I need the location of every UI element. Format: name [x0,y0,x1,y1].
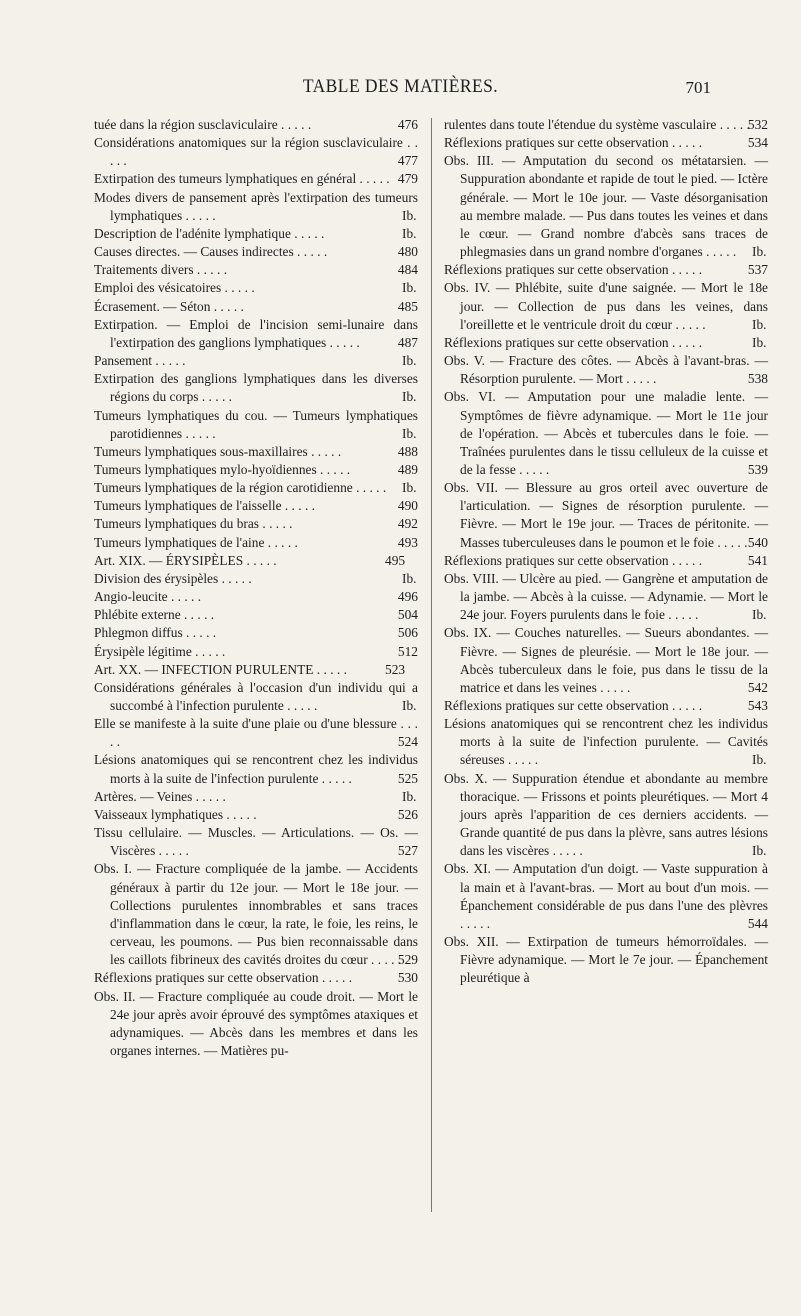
toc-page-ref: 539 [747,461,768,477]
toc-entry [94,988,418,1061]
toc-page-ref: 504 [397,607,418,623]
toc-page-ref: 542 [747,679,768,695]
leader-dots: . . . . . [702,244,737,260]
toc-page-ref: 479 [397,171,418,187]
toc-entry: Art. XX. — INFECTION PURULENTE . . . . . 523 [94,661,406,677]
toc-entry-text: Lésions anatomiques qui se rencontrent chez les individus morts à la suite de l'infection purulente. — Cavités séreuses [444,716,768,768]
leader-dots: . . . . . [549,843,583,859]
leader-dots: . . . . . [596,679,631,695]
leader-dots: . . . . . [182,207,216,223]
leader-dots: . . . . . [167,589,202,605]
toc-page-ref: 540 [747,534,768,550]
toc-entry [444,860,768,933]
toc-entry-text: Réflexions pratiques sur cette observation [444,262,669,278]
toc-entry [444,933,768,987]
toc-entry [444,624,768,697]
column-divider [431,118,432,1212]
leader-dots: . . . . . [192,788,226,804]
toc-entry: Tumeurs lymphatiques de la région carotidienne . . . . . Ib. [94,480,417,496]
toc-entry-text: Obs. IX. — Couches naturelles. — Sueurs abondantes. — Fièvre. — Signes de pleurésie. — Mort le 18e jour. — Abcès tuberculeux dans le foie, pus dans le tissu de la matrice et dans les veines [444,625,768,695]
left-column [94,116,418,1060]
toc-page-ref: 527 [397,843,418,859]
toc-page-ref: 544 [747,915,768,931]
toc-entry: Réflexions pratiques sur cette observation . . . . . Ib. [444,334,767,350]
leader-dots: . . . . . [110,716,418,750]
toc-entry: Modes divers de pansement après l'extirpation des tumeurs lymphatiques . . . . . Ib. [94,189,418,223]
toc-entry-text: Tumeurs lymphatiques du cou. — Tumeurs lymphatiques parotidiennes [94,407,418,441]
toc-entry-text: Angio-leucite [94,589,168,605]
leader-dots: . . . . . [316,461,351,477]
toc-entry: Division des érysipèles . . . . . Ib. [94,570,417,586]
toc-page-ref: 532 [747,117,768,132]
leader-dots: . . . . . [221,280,255,296]
toc-entry [94,588,418,606]
leader-dots: . . . . . [198,389,232,405]
leader-dots: . . . . . [318,770,352,786]
toc-entry-text: Obs. V. — Fracture des côtes. — Abcès à l'avant-bras. — Résorption purulente. — Mort [444,353,768,387]
leader-dots: . . . . . [218,570,252,586]
leader-dots: . . . . . [155,843,189,859]
leader-dots: . . . . . [182,425,216,441]
leader-dots: . . . . . [243,552,277,568]
toc-page-ref: 506 [397,625,418,641]
leader-dots: . . . . . [210,298,244,314]
leader-dots: . . . . . [191,643,226,659]
toc-entry [94,534,418,552]
leader-dots: . . . . . [264,534,298,550]
leader-dots: . . . . . [259,516,293,532]
toc-entry: Emploi des vésicatoires . . . . . Ib. [94,280,417,296]
toc-entry [444,352,768,388]
toc-entry-text: Obs. XII. — Extirpation de tumeurs hémorroïdales. — Fièvre adynamique. — Mort le 7e jour. — Épanchement pleurétique à [444,934,768,986]
toc-entry-text: Art. XIX. — ÉRYSIPÈLES [94,552,244,568]
toc-page-ref: 489 [397,461,418,477]
toc-entry [94,134,418,170]
toc-page-ref: 476 [397,117,418,132]
toc-entry-text: Obs. IV. — Phlébite, suite d'une saignée. — Mort le 18e jour. — Collection de pus dans les veines, dans l'oreillette et le ventricule droit du cœur [444,280,768,332]
toc-entry [94,643,418,661]
toc-page-ref: 530 [397,970,418,986]
toc-entry [94,316,418,352]
toc-entry-text: Obs. VII. — Blessure au gros orteil avec ouverture de l'articulation. — Signes de résorption purulente. — Fièvre. — Mort le 19e jour. — Traces de péritonite. — Masses tuberculeuses dans le poumon et le foie [444,480,768,550]
toc-entry-text: Lésions anatomiques qui se rencontrent chez les individus morts à la suite de l'infection purulente [94,752,418,786]
running-title: TABLE DES MATIÈRES. [302,76,499,97]
toc-entry: Artères. — Veines . . . . . Ib. [94,788,417,804]
leader-dots: . . . . . [152,353,186,369]
leader-dots: . . . . . [307,443,342,459]
leader-dots: . . . . . [716,117,750,132]
leader-dots: . . . . . [672,316,706,332]
toc-entry-text: Phlegmon diffus [94,625,183,641]
leader-dots: . . . . . [326,334,360,350]
toc-entry-text: Obs. VI. — Amputation pour une maladie lente. — Symptômes de fièvre adynamique. — Mort le 11e jour de l'opération. — Abcès et tubercules dans le foie. — Traînées purulentes dans le tissu celluleux de la cuisse et de la fesse [444,389,768,477]
toc-entry [94,170,418,188]
leader-dots: . . . . . [352,480,387,496]
leader-dots: . . . . . [668,135,703,151]
toc-entry: Description de l'adénite lymphatique . . . . . Ib. [94,225,417,241]
toc-entry-text: Obs. VIII. — Ulcère au pied. — Gangrène et amputation de la jambe. — Abcès à la cuisse. — Adynamie. — Mort le 24e jour. Foyers purulents dans le foie [444,570,768,623]
toc-entry [94,116,418,134]
toc-page-ref: 496 [397,589,418,605]
page-header [0,76,801,100]
toc-entry-text: tuée dans la région susclaviculaire [94,117,278,132]
leader-dots: . . . . . [664,607,699,623]
toc-page-ref: 538 [747,371,768,387]
toc-entry: Art. XIX. — ÉRYSIPÈLES . . . . . 495 [94,552,406,568]
toc-page-ref: 534 [747,135,768,151]
toc-entry-text: Réflexions pratiques sur cette observation [444,334,669,350]
toc-entry [444,134,768,152]
toc-entry-text: Tissu cellulaire. — Muscles. — Articulations. — Os. — Viscères [94,825,418,859]
toc-page-ref: 493 [397,534,418,550]
leader-dots: . . . . . [293,244,328,260]
toc-entry-text: Considérations anatomiques sur la région susclaviculaire [94,135,403,151]
leader-dots: . . . . . [283,698,318,713]
toc-entry-text: Extirpation des ganglions lymphatiques dans les diverses régions du corps [94,371,418,405]
toc-entry-text: Art. XX. — INFECTION PURULENTE [94,661,314,677]
toc-page-ref: 484 [397,262,418,278]
toc-entry-text: Traitements divers [94,262,194,278]
toc-entry [94,751,418,787]
toc-entry: Obs. VIII. — Ulcère au pied. — Gangrène et amputation de la jambe. — Abcès à la cuisse. — Adynamie. — Mort le 24e jour. Foyers purulents dans le foie . . . . . Ib. [444,570,768,623]
toc-entry [94,243,418,261]
toc-entry-text: Réflexions pratiques sur cette observation [444,698,669,713]
toc-entry: Extirpation des ganglions lymphatiques dans les diverses régions du corps . . . . . Ib. [94,371,418,405]
toc-entry-text: Causes directes. — Causes indirectes [94,244,294,260]
leader-dots: . . . . . [193,262,228,278]
toc-entry-text: Obs. II. — Fracture compliquée au coude droit. — Mort le 24e jour après avoir éprouvé des symptômes ataxiques et adynamiques. — Abcès dans les membres et dans les organes internes. — Matières pu- [94,988,418,1058]
toc-entry-text: Tumeurs lymphatiques de l'aine [94,534,265,550]
leader-dots: . . . . . [515,461,550,477]
toc-entry: Obs. III. — Amputation du second os métatarsien. — Suppuration abondante et rapide de tout le pied. — Ictère générale. — Mort le 10e jour. — Vaste désorganisation au membre malade. — Pus dans toutes les veines et dans le cœur. — Grand nombre d'abcès sans traces de phlegmasies dans un grand nombre d'organes . . . . . Ib. [444,153,768,260]
toc-entry [444,261,768,279]
toc-entry [94,860,418,969]
toc-entry [94,298,418,316]
leader-dots: . . . . . [290,225,325,241]
toc-entry-text: Écrasement. — Séton [94,298,211,314]
toc-page-ref: 492 [397,516,418,532]
toc-entry-text: Obs. III. — Amputation du second os métatarsien. — Suppuration abondante et rapide de tout le pied. — Ictère générale. — Mort le 10e jour. — Vaste désorganisation au membre malade. — Pus dans toutes les veines et dans le cœur. — Grand nombre d'abcès sans traces de phlegmasies dans un grand nombre d'organes [444,153,768,260]
leader-dots: . . . . . [367,952,402,968]
toc-entry-text: Tumeurs lymphatiques de la région carotidienne [94,480,353,496]
toc-entry-text: Pansement [94,353,153,369]
toc-entry [94,969,418,987]
toc-entry-text: Vaisseaux lymphatiques [94,806,224,822]
leader-dots: . . . . . [182,625,217,641]
toc-entry: Considérations générales à l'occasion d'un individu qui a succombé à l'infection purulente . . . . . Ib. [94,679,418,713]
leader-dots: . . . . . [223,806,257,822]
toc-entry [94,515,418,533]
toc-page-ref: 541 [747,552,768,568]
toc-entry [94,261,418,279]
toc-entry-text: Elle se manifeste à la suite d'une plaie ou d'une blessure [94,716,397,732]
leader-dots: . . . . . [668,552,703,568]
toc-entry-text: Modes divers de pansement après l'extirpation des tumeurs lymphatiques [94,189,418,223]
toc-entry: Obs. X. — Suppuration étendue et abondante au membre thoracique. — Frissons et points pleurétiques. — Mort 4 jours après l'apparition de ces derniers accidents. — Grande quantité de pus dans la plèvre, sans autres lésions dans les viscères . . . . . Ib. [444,770,768,859]
leader-dots: . . . . . [668,334,703,350]
toc-page-ref: 524 [397,734,418,750]
leader-dots: . . . . . [668,262,703,278]
toc-entry [94,806,418,824]
leader-dots: . . . . . [504,752,539,768]
leader-dots: . . . . . [277,117,312,132]
toc-page-ref: 488 [397,443,418,459]
toc-entry-text: Obs. XI. — Amputation d'un doigt. — Vaste suppuration à la main et à l'avant-bras. — Mort au bout d'un mois. — Épanchement considérable de pus dans l'une des plèvres [444,861,768,913]
toc-entry: Lésions anatomiques qui se rencontrent chez les individus morts à la suite de l'infection purulente. — Cavités séreuses . . . . . Ib. [444,716,768,768]
toc-entry-text: Considérations générales à l'occasion d'un individu qui a succombé à l'infection purulente [94,679,418,713]
toc-entry: Tumeurs lymphatiques du cou. — Tumeurs lymphatiques parotidiennes . . . . . Ib. [94,407,418,441]
toc-page-ref: 526 [397,806,418,822]
leader-dots: . . . . . [356,171,390,187]
toc-entry [94,497,418,515]
toc-page-ref: 525 [397,770,418,786]
toc-entry [444,116,768,134]
toc-entry-text: Description de l'adénite lymphatique [94,225,291,241]
toc-entry-text: Extirpation des tumeurs lymphatiques en général [94,171,357,187]
leader-dots: . . . . . [281,498,315,514]
leader-dots: . . . . . [318,970,353,986]
toc-entry [94,624,418,642]
toc-entry-text: Extirpation. — Emploi de l'incision semi-lunaire dans l'extirpation des ganglions lymphatiques [94,316,418,350]
toc-entry-text: Tumeurs lymphatiques sous-maxillaires [94,443,308,459]
toc-page-ref: 537 [747,262,768,278]
toc-page-ref: 529 [397,952,418,968]
toc-entry: Obs. IV. — Phlébite, suite d'une saignée. — Mort le 18e jour. — Collection de pus dans les veines, dans l'oreillette et le ventricule droit du cœur . . . . . Ib. [444,280,768,332]
toc-entry: Pansement . . . . . Ib. [94,353,417,369]
toc-entry [94,715,418,751]
toc-page-ref: 480 [397,244,418,260]
toc-entry-text: Tumeurs lymphatiques de l'aisselle [94,498,282,514]
toc-entry [94,461,418,479]
leader-dots: . . . . . [460,915,491,931]
leader-dots: . . . . . [668,698,703,713]
toc-entry-text: Division des érysipèles [94,570,219,586]
leader-dots: . . . . . [622,371,657,387]
toc-entry-text: Tumeurs lymphatiques mylo-hyoïdiennes [94,461,317,477]
toc-entry-text: Réflexions pratiques sur cette observation [444,135,669,151]
toc-page-ref: 512 [397,643,418,659]
toc-entry-text: Phlébite externe [94,607,181,623]
toc-page-ref: 490 [397,498,418,514]
toc-entry-text: Tumeurs lymphatiques du bras [94,516,260,532]
toc-entry-text: Obs. I. — Fracture compliquée de la jambe. — Accidents généraux à partir du 12e jour. — Mort le 18e jour. — Collections purulentes innombrables et sans traces d'inflammation dans le cœur, la rate, le foie, les reins, le cerveau, les poumons. — Pus bien reconnaissable dans les caillots fibrineux des cavités droites du cœur [94,861,418,968]
toc-page-ref: 543 [747,698,768,713]
toc-entry [94,824,418,860]
toc-entry-text: Réflexions pratiques sur cette observation [444,552,669,568]
toc-page-ref: 477 [397,153,418,169]
page-number: 701 [685,78,711,97]
leader-dots: . . . . . [110,135,419,169]
toc-entry-text: Artères. — Veines [94,788,193,804]
leader-dots: . . . . . [713,534,748,550]
right-column [444,116,768,988]
toc-page-ref: 485 [397,298,418,314]
leader-dots: . . . . . [313,661,347,677]
toc-entry-text: Obs. X. — Suppuration étendue et abondante au membre thoracique. — Frissons et points pleurétiques. — Mort 4 jours après l'apparition de ces derniers accidents. — Grande quantité de pus dans la plèvre, sans autres lésions dans les viscères [444,770,768,859]
toc-entry-text: Emploi des vésicatoires [94,280,222,296]
toc-page-ref: 487 [397,334,418,350]
toc-entry [94,606,418,624]
leader-dots: . . . . . [180,607,215,623]
toc-entry-text: rulentes dans toute l'étendue du système vasculaire [444,117,717,132]
toc-entry [94,443,418,461]
toc-entry-text: Réflexions pratiques sur cette observation [94,970,319,986]
toc-entry [444,479,768,552]
toc-entry [444,388,768,479]
toc-entry [444,552,768,570]
toc-entry [444,697,768,715]
toc-entry-text: Érysipèle légitime [94,643,192,659]
